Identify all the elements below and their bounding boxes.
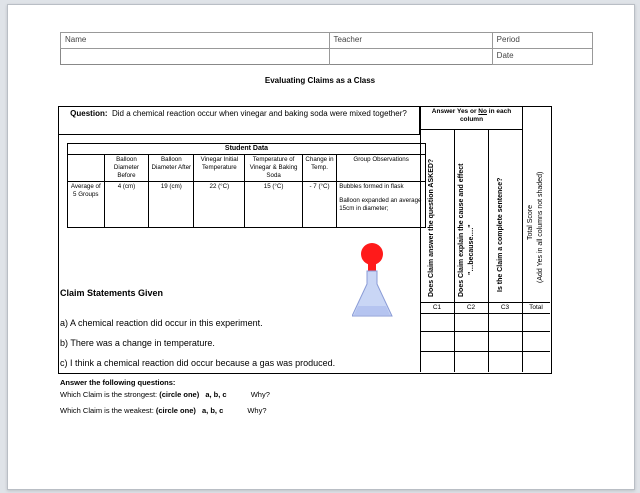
col-label-c1: C1 bbox=[432, 304, 442, 311]
student-data-title: Student Data bbox=[68, 144, 426, 155]
claim-c: c) I think a chemical reaction did occur because a gas was produced. bbox=[60, 358, 336, 368]
c1-header: Does Claim answer the question ASKED? bbox=[428, 158, 435, 297]
date-field[interactable]: Date bbox=[492, 49, 592, 65]
score-line-1 bbox=[420, 302, 550, 303]
q1-why: Why? bbox=[250, 390, 270, 399]
q2-circle: (circle one) bbox=[155, 406, 196, 415]
question-text: Did a chemical reaction occur when vinegar and baking soda were mixed together? bbox=[111, 109, 407, 118]
question-cell bbox=[58, 106, 420, 135]
sd-observations bbox=[337, 182, 426, 228]
answer-header-line2: column bbox=[459, 116, 484, 123]
observation-2: Balloon expanded an average 15cm in diameter; bbox=[339, 197, 422, 212]
question-weakest bbox=[60, 406, 267, 415]
sd-cell: 4 (cm) bbox=[104, 182, 149, 228]
sd-cell: - 7 (°C) bbox=[302, 182, 336, 228]
balloon-icon bbox=[361, 243, 383, 265]
claim-a: a) A chemical reaction did occur in this experiment. bbox=[60, 318, 263, 328]
score-line-4 bbox=[420, 351, 550, 352]
teacher-field[interactable]: Teacher bbox=[329, 33, 492, 49]
q2-why: Why? bbox=[247, 406, 267, 415]
sd-cell: 15 (°C) bbox=[245, 182, 302, 228]
score-line-3 bbox=[420, 331, 550, 332]
col-border-c3 bbox=[488, 130, 489, 372]
c2-header-line1: Does Claim explain the cause and effect bbox=[458, 163, 465, 297]
score-line-2 bbox=[420, 313, 550, 314]
page-title: Evaluating Claims as a Class bbox=[264, 76, 376, 85]
sd-col-header: Change in Temp. bbox=[302, 155, 336, 182]
col-label-c3: C3 bbox=[500, 304, 510, 311]
observation-1: Bubbles formed in flask bbox=[339, 183, 404, 190]
questions-heading: Answer the following questions: bbox=[60, 378, 176, 387]
answer-header-part2: in each bbox=[486, 108, 512, 115]
col-border-c2 bbox=[454, 130, 455, 372]
period-field[interactable]: Period bbox=[492, 33, 592, 49]
q1-options[interactable]: a, b, c bbox=[205, 390, 227, 399]
claim-b: b) There was a change in temperature. bbox=[60, 338, 215, 348]
student-data-table bbox=[67, 143, 426, 228]
sd-col-header bbox=[68, 155, 105, 182]
q2-text: Which Claim is the weakest: bbox=[60, 406, 154, 415]
sd-row-label: Average of 5 Groups bbox=[68, 182, 105, 228]
sd-col-header: Balloon Diameter After bbox=[149, 155, 194, 182]
col-border-total bbox=[522, 106, 523, 372]
sd-col-header: Vinegar Initial Temperature bbox=[194, 155, 245, 182]
c2-header-line2: "…because…." bbox=[468, 224, 475, 275]
answer-header bbox=[420, 106, 522, 130]
q2-options[interactable]: a, b, c bbox=[201, 406, 224, 415]
sd-col-header: Balloon Diameter Before bbox=[104, 155, 149, 182]
answer-header-part1: Answer Yes or bbox=[431, 108, 479, 115]
flask-balloon-illustration bbox=[352, 240, 408, 320]
header-table bbox=[60, 32, 593, 65]
col-label-c2: C2 bbox=[466, 304, 476, 311]
sd-col-header: Group Observations bbox=[337, 155, 426, 182]
question-label: Question: bbox=[70, 109, 108, 118]
total-header-line2: (Add Yes in all columns not shaded) bbox=[537, 171, 544, 283]
total-header-line1: Total Score bbox=[527, 204, 534, 240]
sd-col-header: Temperature of Vinegar & Baking Soda bbox=[245, 155, 302, 182]
question-strongest bbox=[60, 390, 270, 399]
col-label-total: Total bbox=[529, 304, 543, 311]
q1-circle: (circle one) bbox=[159, 390, 200, 399]
claims-title: Claim Statements Given bbox=[60, 288, 164, 298]
q1-text: Which Claim is the strongest: bbox=[60, 390, 158, 399]
sd-cell: 22 (°C) bbox=[194, 182, 245, 228]
answer-header-no: No bbox=[478, 108, 487, 115]
c3-header: Is the Claim a complete sentence? bbox=[497, 177, 504, 292]
sd-cell: 19 (cm) bbox=[149, 182, 194, 228]
name-field[interactable]: Name bbox=[61, 33, 330, 49]
